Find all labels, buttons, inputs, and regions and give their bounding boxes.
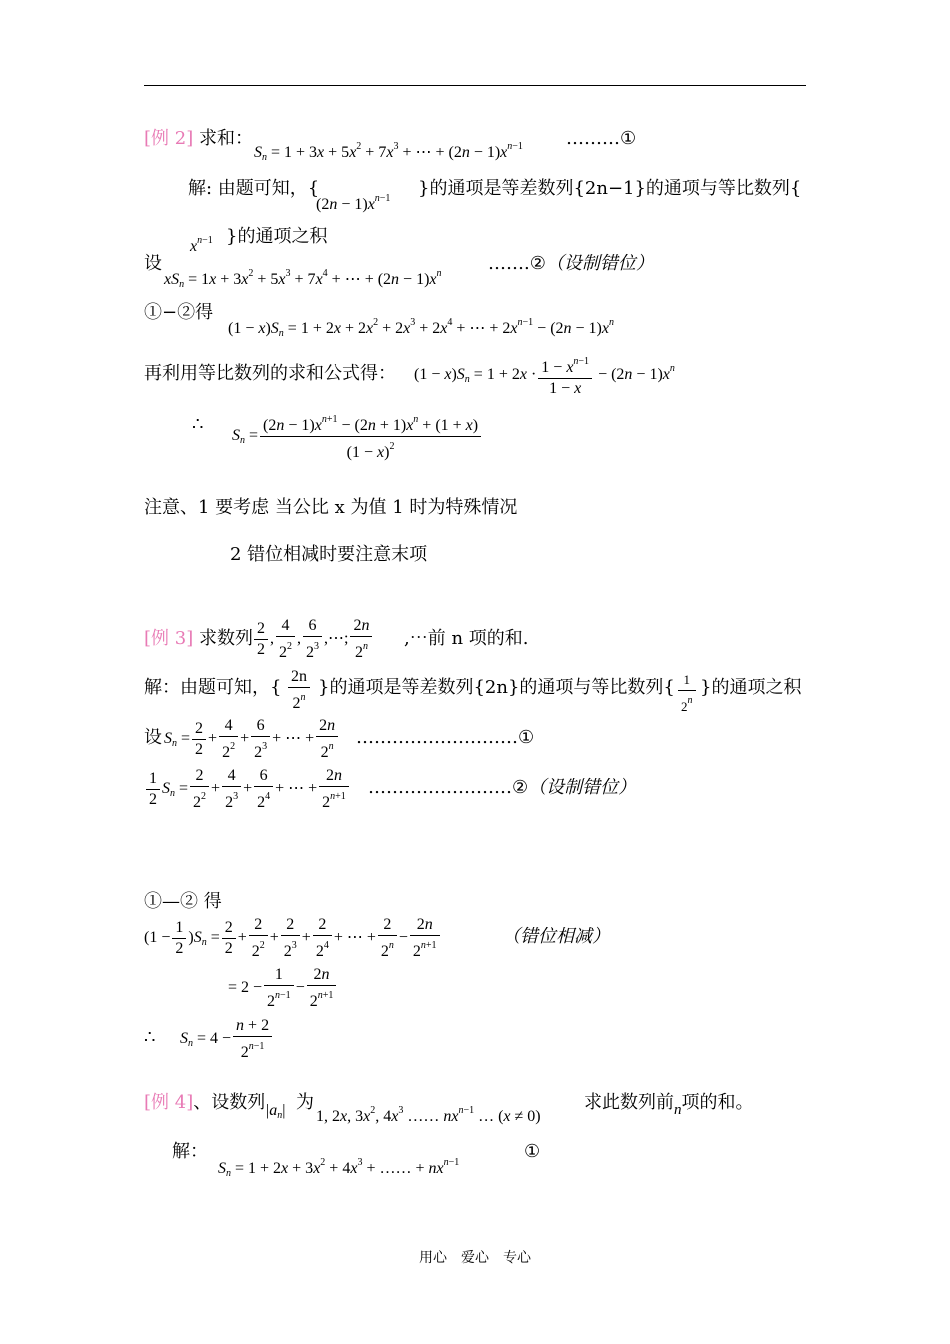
example2-solution-expr: $(2n - 1)x^{n-1}$ bbox=[316, 193, 391, 213]
example2-result: $S_n$ = $\frac{(2n - 1)x^{n+1} - (2n + 1)x^n + (1 + x)}{(1 - x)^2}$ bbox=[232, 410, 483, 463]
example3-let: 设 bbox=[144, 727, 162, 748]
example3-ask-tail: ,⋯前 n 项的和. bbox=[404, 628, 529, 649]
example2-eq2-tail bbox=[488, 253, 654, 275]
example2-eq1-dots: ………① bbox=[566, 128, 637, 149]
example4-heading bbox=[144, 1092, 265, 1114]
example4-ask-c-text: 求此数列前 bbox=[584, 1092, 674, 1113]
example4-an: $|a_n|$ bbox=[266, 1102, 286, 1121]
example4-n: n bbox=[674, 1102, 682, 1118]
example3-diff-label: ①—② 得 bbox=[144, 891, 222, 912]
example2-eq2-note: （设制错位） bbox=[545, 253, 654, 274]
header-rule bbox=[144, 85, 806, 86]
example2-therefore: ∴ bbox=[192, 414, 204, 435]
example3-solution-frac2: $\frac{1}{2^n}$ bbox=[676, 670, 698, 717]
example3-diff-note: （错位相减） bbox=[502, 926, 610, 947]
example3-solution-c: }的通项之积 bbox=[700, 677, 802, 698]
example2-solution-b: }的通项是等差数列{2n−1}的通项与等比数列{ bbox=[418, 178, 802, 199]
example3-tag: [例 3] bbox=[144, 628, 194, 649]
example3-ask: 求数列 bbox=[198, 628, 253, 649]
example4-ask-b: 为 bbox=[296, 1092, 314, 1113]
example3-eq2-tail bbox=[368, 777, 636, 799]
example3-result: $S_n = 4$ − $\frac{n + 2}{2^{n-1}}$ bbox=[180, 1016, 274, 1063]
example3-sequence: $\frac{2}{2}$ , $\frac{4}{2^2}$ , $\frac{6}{2^3}$ ,⋯; $\frac{2n}{2^n}$ bbox=[252, 616, 374, 663]
example2-eq4: $(1 - x)S_n = 1 + 2x$ · $\frac{1 - x^{n-1}}{1 - x}$ − $(2n - 1)x^n$ bbox=[414, 352, 675, 399]
example4-ask-a: 、设数列 bbox=[193, 1092, 266, 1113]
example4-sequence: 1, 2x, $3x^2$, $4x^3$ …… $nx^{n-1}$ … (x ≠ 0) bbox=[316, 1105, 541, 1125]
example3-eq4: = 2 − $\frac{1}{2^{n-1}}$ − $\frac{2n}{2^{n+1}}$ bbox=[228, 965, 338, 1012]
example2-solution-d: }的通项之积 bbox=[226, 226, 328, 247]
example3-solution-frac: $\frac{2n}{2^n}$ bbox=[286, 667, 312, 714]
example2-note1: 注意、1 要考虑 当公比 x 为值 1 时为特殊情况 bbox=[144, 497, 518, 518]
example2-note2: 2 错位相减时要注意末项 bbox=[230, 544, 428, 565]
example3-therefore: ∴ bbox=[144, 1027, 156, 1048]
example3-eq2-note: （设制错位） bbox=[528, 777, 637, 798]
example3-eq1: $S_n$ = $\frac{2}{2}$ + $\frac{4}{2^2}$ + $\frac{6}{2^3}$ + ⋯ + $\frac{2n}{2^n}$ bbox=[164, 716, 340, 763]
example2-let: 设 bbox=[144, 253, 162, 274]
example2-reuse: 再利用等比数列的求和公式得： bbox=[144, 363, 396, 384]
example2-diff-label: ①−②得 bbox=[144, 302, 214, 323]
example2-eq3: $(1 - x)S_n = 1 + 2x + 2x^2 + 2x^3 + 2x^4$ + ⋯ + $2x^{n-1} - (2n - 1)x^n$ bbox=[228, 317, 614, 339]
example2-eq2: $xS_n = 1x + 3x^2 + 5x^3 + 7x^4$ + ⋯ + $(2n - 1)x^n$ bbox=[164, 268, 442, 290]
example2-eq2-dots: …….② bbox=[488, 253, 546, 274]
example2-ask: 求和： bbox=[198, 128, 253, 149]
example4-ask-c bbox=[584, 1092, 754, 1121]
page-footer: 用心 爱心 专心 bbox=[419, 1250, 531, 1266]
example2-solution-c: $x^{n-1}$ bbox=[190, 235, 213, 255]
example4-eq: $S_n = 1 + 2x + 3x^2 + 4x^3$ + …… + $nx^{n-1}$ bbox=[218, 1157, 460, 1179]
example3-eq2: $\frac{1}{2}$ $S_n$ = $\frac{2}{2^2}$ + $\frac{4}{2^3}$ + $\frac{6}{2^4}$ + ⋯ + $\frac{2n}{2^{n+1}}$ bbox=[144, 766, 351, 813]
example3-eq2-dots: ……………………② bbox=[368, 777, 529, 798]
example2-heading bbox=[144, 128, 253, 150]
example3-eq3: (1 − $\frac{1}{2}$ )$S_n$ = $\frac{2}{2}$ + $\frac{2}{2^2}$ + $\frac{2}{2^3}$ + $\frac{2}{2^4}$ + ⋯ + $\frac{2}{2^n}$ − $\frac{2n}{2^{n+1}}$ bbox=[144, 915, 442, 962]
example4-circle-label: ① bbox=[524, 1141, 541, 1162]
example3-eq1-dots: ………………………① bbox=[356, 727, 535, 748]
example4-ask-d: 项的和。 bbox=[681, 1092, 754, 1113]
example2-tag: [例 2] bbox=[144, 128, 194, 149]
example4-tag: [例 4] bbox=[144, 1092, 194, 1113]
example3-solution-b: }的通项是等差数列{2n}的通项与等比数列{ bbox=[318, 677, 675, 698]
example3-heading bbox=[144, 628, 253, 650]
example4-solution-label: 解： bbox=[172, 1141, 208, 1162]
example3-solution-a: 解：由题可知，{ bbox=[144, 677, 282, 698]
example2-eq1: $S_n = 1 + 3x + 5x^2 + 7x^3$ + ⋯ + $(2n - 1)x^{n-1}$ bbox=[254, 141, 523, 163]
example2-solution-a: 解: 由题可知，{ bbox=[188, 178, 320, 199]
